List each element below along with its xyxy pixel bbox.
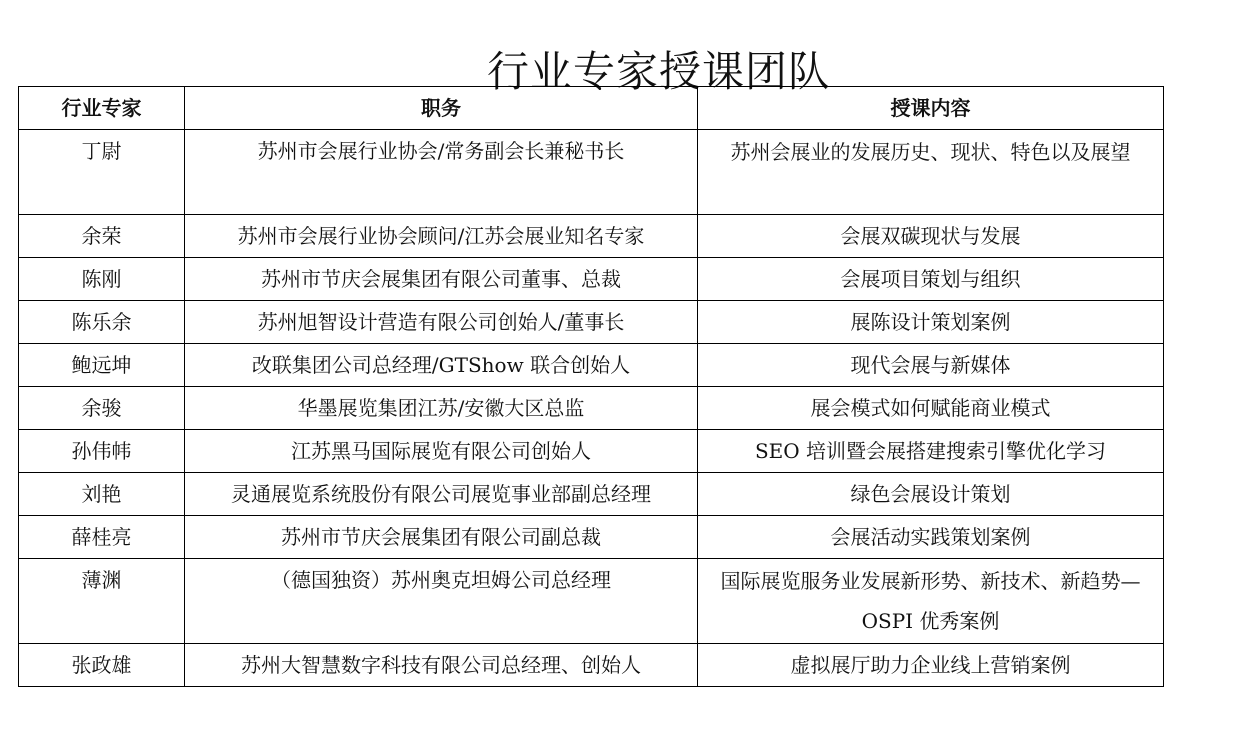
- table-row: [19, 473, 1164, 516]
- course-topic: 苏州会展业的发展历史、现状、特色以及展望: [698, 130, 1164, 215]
- expert-position: 改联集团公司总经理/GTShow 联合创始人: [185, 344, 698, 387]
- expert-position: 苏州大智慧数字科技有限公司总经理、创始人: [185, 644, 698, 687]
- expert-name: 陈刚: [19, 258, 185, 301]
- column-header-position: 职务: [185, 87, 698, 130]
- expert-name: 张政雄: [19, 644, 185, 687]
- course-topic: 会展活动实践策划案例: [698, 516, 1164, 559]
- course-topic: 展会模式如何赋能商业模式: [698, 387, 1164, 430]
- table-row: [19, 387, 1164, 430]
- table-row: [19, 516, 1164, 559]
- course-topic: 会展项目策划与组织: [698, 258, 1164, 301]
- expert-position: 苏州旭智设计营造有限公司创始人/董事长: [185, 301, 698, 344]
- expert-name: 余骏: [19, 387, 185, 430]
- table-row: [19, 130, 1164, 215]
- course-topic: 国际展览服务业发展新形势、新技术、新趋势—OSPI 优秀案例: [698, 559, 1164, 644]
- course-topic: 展陈设计策划案例: [698, 301, 1164, 344]
- table-row: [19, 258, 1164, 301]
- expert-position: （德国独资）苏州奥克坦姆公司总经理: [185, 559, 698, 644]
- expert-name: 刘艳: [19, 473, 185, 516]
- page-title: 行业专家授课团队: [486, 47, 831, 97]
- expert-name: 薄渊: [19, 559, 185, 644]
- table-row: [19, 215, 1164, 258]
- course-topic: 绿色会展设计策划: [698, 473, 1164, 516]
- expert-name: 丁尉: [19, 130, 185, 215]
- course-topic: 会展双碳现状与发展: [698, 215, 1164, 258]
- table-header-row: [19, 87, 1164, 130]
- course-topic: SEO 培训暨会展搭建搜索引擎优化学习: [698, 430, 1164, 473]
- column-header-expert: 行业专家: [19, 87, 185, 130]
- expert-name: 孙伟帏: [19, 430, 185, 473]
- expert-table: [18, 86, 1164, 687]
- table-row: [19, 430, 1164, 473]
- course-topic: 现代会展与新媒体: [698, 344, 1164, 387]
- expert-name: 鲍远坤: [19, 344, 185, 387]
- expert-position: 苏州市节庆会展集团有限公司副总裁: [185, 516, 698, 559]
- expert-position: 苏州市会展行业协会/常务副会长兼秘书长: [185, 130, 698, 215]
- table-row: [19, 344, 1164, 387]
- expert-name: 薛桂亮: [19, 516, 185, 559]
- table-row: [19, 301, 1164, 344]
- column-header-topic: 授课内容: [698, 87, 1164, 130]
- expert-name: 余荣: [19, 215, 185, 258]
- expert-position: 苏州市会展行业协会顾问/江苏会展业知名专家: [185, 215, 698, 258]
- expert-position: 华墨展览集团江苏/安徽大区总监: [185, 387, 698, 430]
- expert-name: 陈乐余: [19, 301, 185, 344]
- expert-position: 灵通展览系统股份有限公司展览事业部副总经理: [185, 473, 698, 516]
- table-row: [19, 644, 1164, 687]
- table-row: [19, 559, 1164, 644]
- course-topic: 虚拟展厅助力企业线上营销案例: [698, 644, 1164, 687]
- expert-position: 苏州市节庆会展集团有限公司董事、总裁: [185, 258, 698, 301]
- expert-position: 江苏黑马国际展览有限公司创始人: [185, 430, 698, 473]
